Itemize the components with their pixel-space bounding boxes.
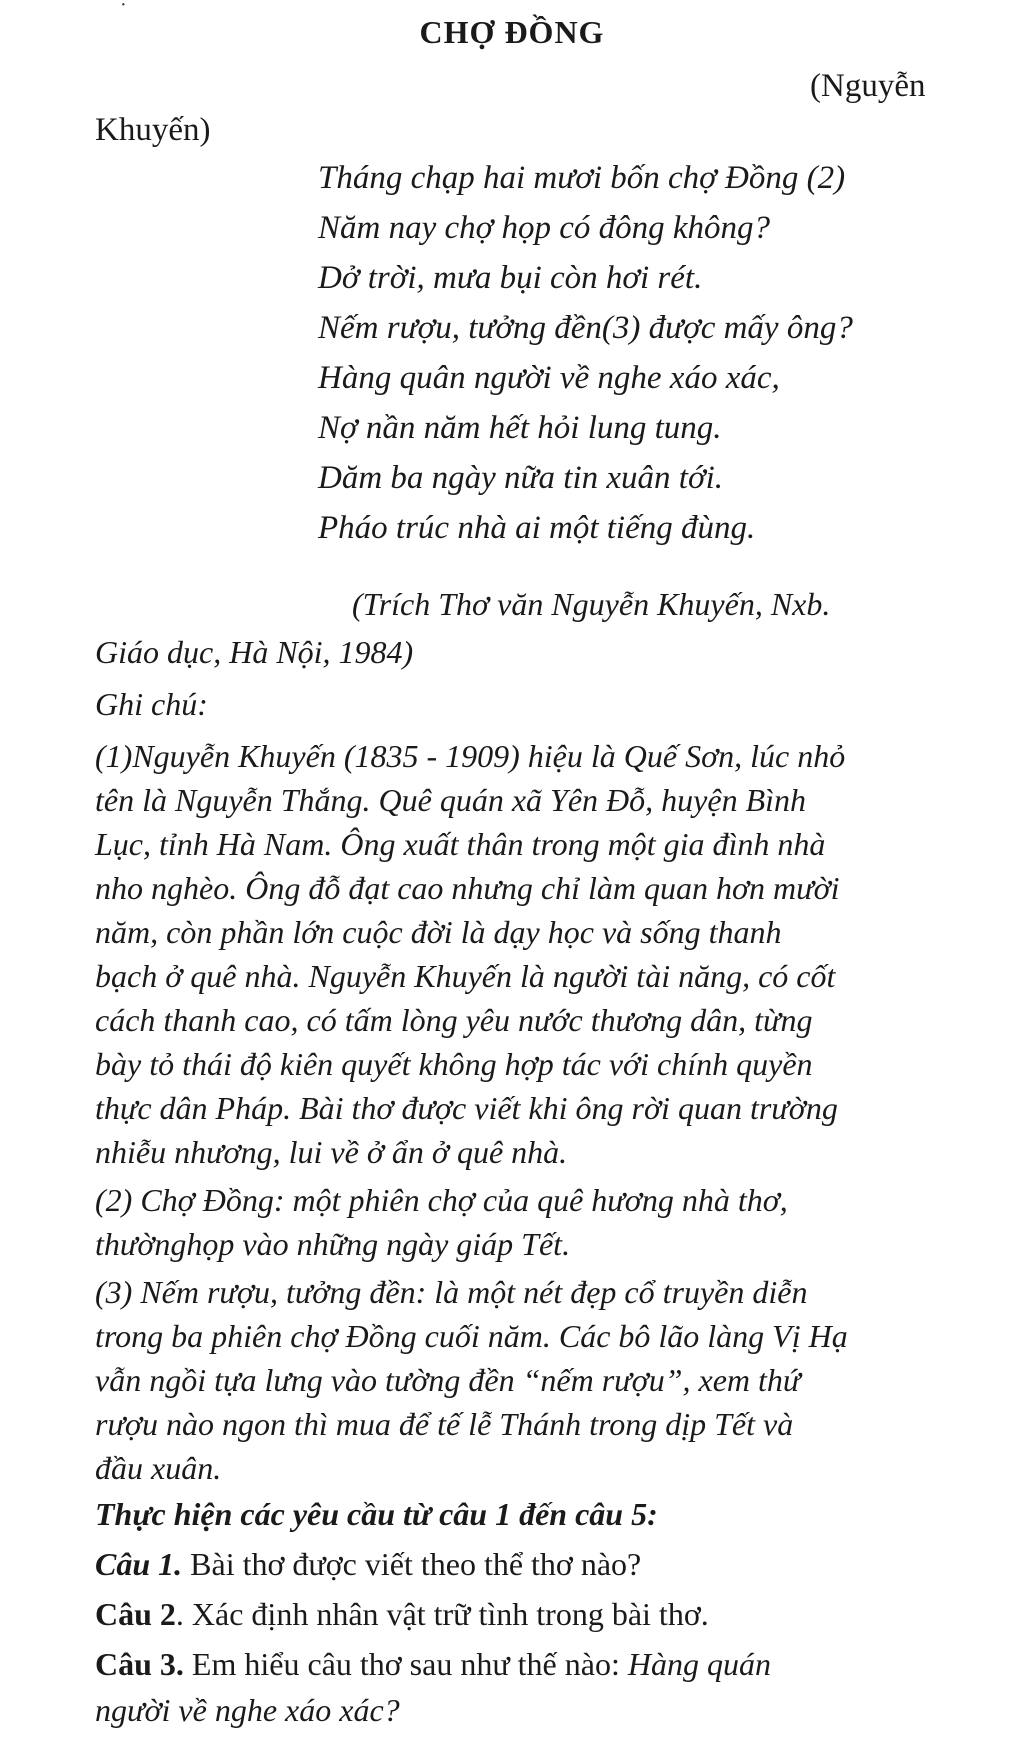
author-line-1: (Nguyễn xyxy=(810,68,926,104)
poem-line: Nợ nần năm hết hỏi lung tung. xyxy=(318,410,722,446)
task-heading: Thực hiện các yêu cầu từ câu 1 đến câu 5: xyxy=(95,1496,658,1532)
note-line: thực dân Pháp. Bài thơ được viết khi ông rời quan trường xyxy=(95,1090,838,1126)
question-2-label: Câu 2 xyxy=(95,1596,176,1632)
poem-line: Dở trời, mưa bụi còn hơi rét. xyxy=(318,260,703,296)
note-line: (2) Chợ Đồng: một phiên chợ của quê hương nhà thơ, xyxy=(95,1182,788,1218)
note-line: thườnghọp vào những ngày giáp Tết. xyxy=(95,1226,571,1262)
note-line: bày tỏ thái độ kiên quyết không hợp tác với chính quyền xyxy=(95,1046,813,1082)
question-2-text: . Xác định nhân vật trữ tình trong bài thơ. xyxy=(175,1596,709,1632)
note-line: năm, còn phần lớn cuộc đời là dạy học và sống thanh xyxy=(95,914,782,950)
note-line: tên là Nguyễn Thắng. Quê quán xã Yên Đỗ, huyện Bình xyxy=(95,782,806,818)
note-line: đầu xuân. xyxy=(95,1450,222,1486)
note-line: nhiễu nhương, lui về ở ẩn ở quê nhà. xyxy=(95,1134,568,1170)
question-1-text: Bài thơ được viết theo thể thơ nào? xyxy=(182,1546,642,1582)
poem-line: Nếm rượu, tưởng đền(3) được mấy ông? xyxy=(318,310,853,346)
author-line-2: Khuyến) xyxy=(95,112,211,148)
note-line: nho nghèo. Ông đỗ đạt cao nhưng chỉ làm quan hơn mười xyxy=(95,870,840,906)
question-2 xyxy=(95,1596,709,1633)
question-3-label: Câu 3. xyxy=(95,1646,184,1682)
note-line: trong ba phiên chợ Đồng cuối năm. Các bô lão làng Vị Hạ xyxy=(95,1318,848,1354)
question-1 xyxy=(95,1546,641,1583)
note-line: (3) Nếm rượu, tưởng đền: là một nét đẹp cổ truyền diễn xyxy=(95,1274,808,1310)
note-line: (1)Nguyễn Khuyến (1835 - 1909) hiệu là Quế Sơn, lúc nhỏ xyxy=(95,738,846,774)
note-line: Lục, tỉnh Hà Nam. Ông xuất thân trong một gia đình nhà xyxy=(95,826,826,862)
note-line: bạch ở quê nhà. Nguyễn Khuyến là người tài năng, có cốt xyxy=(95,958,836,994)
question-3-quote-a: Hàng quán xyxy=(627,1646,771,1682)
notes-heading: Ghi chú: xyxy=(95,686,208,722)
poem-title: CHỢ ĐỒNG xyxy=(419,14,605,50)
note-line: cách thanh cao, có tấm lòng yêu nước thương dân, từng xyxy=(95,1002,813,1038)
poem-line: Pháo trúc nhà ai một tiếng đùng. xyxy=(318,510,756,546)
question-3-text: Em hiểu câu thơ sau như thế nào: xyxy=(183,1646,628,1682)
source-line-1: (Trích Thơ văn Nguyễn Khuyến, Nxb. xyxy=(352,586,831,622)
source-line-2: Giáo dục, Hà Nội, 1984) xyxy=(95,634,414,670)
poem-line: Tháng chạp hai mươi bốn chợ Đồng (2) xyxy=(318,160,846,196)
scan-mark: · xyxy=(120,0,127,16)
poem-line: Dăm ba ngày nữa tin xuân tới. xyxy=(318,460,723,496)
note-line: vẫn ngồi tựa lưng vào tường đền “nếm rượu”, xem thứ xyxy=(95,1362,801,1398)
note-line: rượu nào ngon thì mua để tế lễ Thánh trong dịp Tết và xyxy=(95,1406,794,1442)
poem-line: Năm nay chợ họp có đông không? xyxy=(318,210,771,246)
question-1-label: Câu 1. xyxy=(95,1546,183,1582)
question-3-quote-b: người về nghe xáo xác? xyxy=(95,1692,400,1728)
question-3 xyxy=(95,1646,771,1683)
poem-line: Hàng quân người về nghe xáo xác, xyxy=(318,360,780,396)
